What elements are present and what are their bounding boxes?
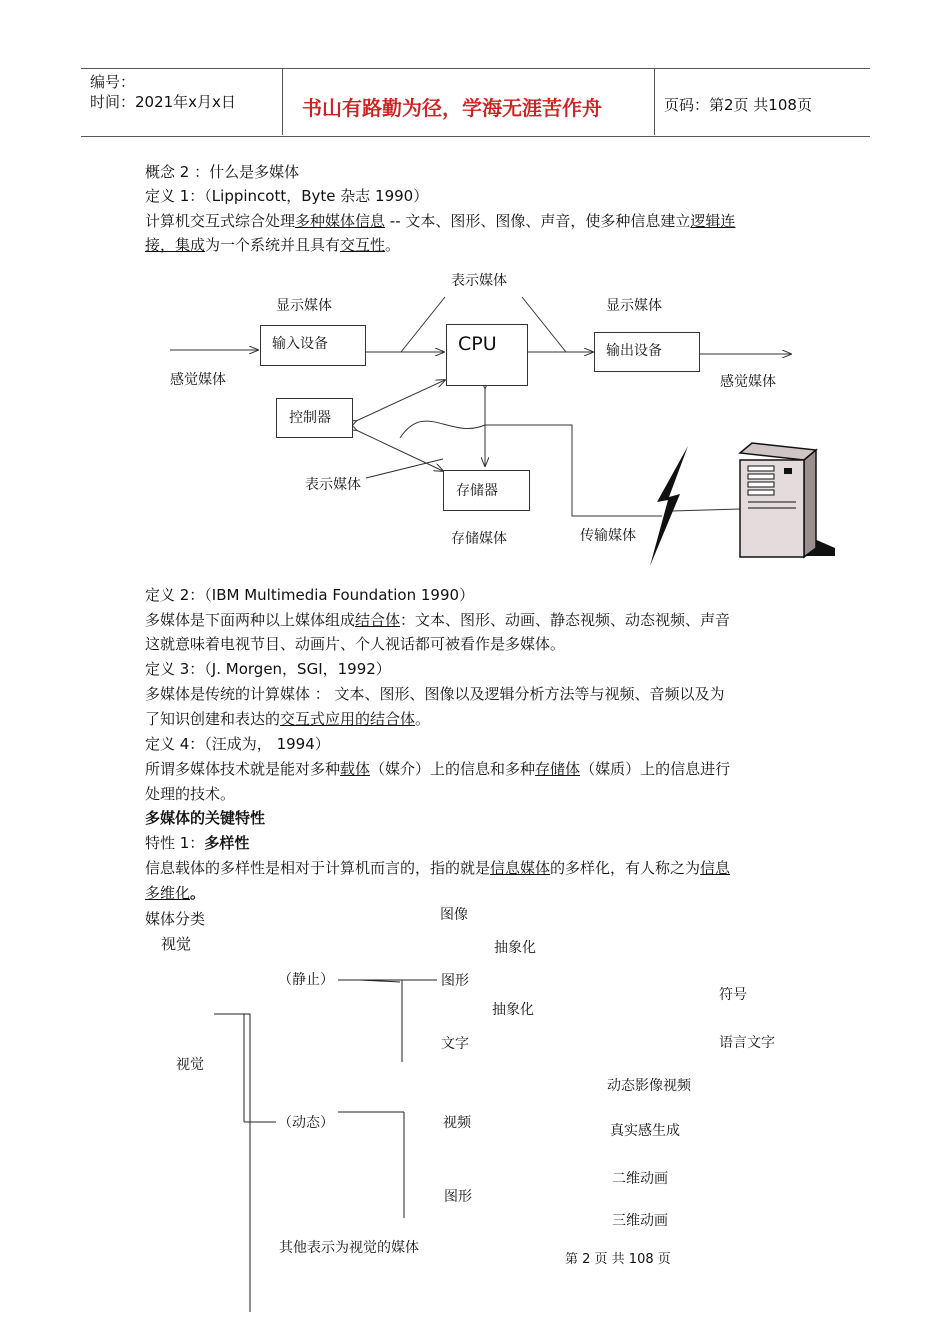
definition-2-source: 定义 2：（IBM Multimedia Foundation 1990） — [145, 586, 475, 604]
underlined-term: 交互式应用的结合体 — [280, 710, 416, 728]
definition-4-line-2: 处理的技术。 — [145, 785, 236, 803]
tree-line — [214, 1014, 250, 1312]
label-graphic-2: 图形 — [444, 1189, 472, 1205]
text-run: 多媒体是下面两种以上媒体组成 — [145, 611, 356, 629]
label-visual-mid: 视觉 — [176, 1057, 204, 1073]
cpu-label: CPU — [458, 333, 497, 355]
text-run: （媒介）上的信息和多种 — [370, 760, 536, 778]
label-other-visual-media: 其他表示为视觉的媒体 — [279, 1240, 419, 1256]
label-text: 文字 — [441, 1036, 469, 1052]
label-abstraction-1: 抽象化 — [494, 940, 536, 956]
label-abstraction-2: 抽象化 — [492, 1002, 534, 1018]
underlined-term: 多种媒体信息 — [295, 212, 386, 230]
text-run: 特性 1： — [145, 834, 205, 852]
text-run: （媒质）上的信息进行 — [580, 760, 731, 778]
text-run: 。 — [190, 884, 206, 902]
label-sense-media-right: 感觉媒体 — [720, 374, 776, 390]
output-device-label: 输出设备 — [606, 343, 662, 359]
label-video: 视频 — [443, 1115, 471, 1131]
label-dynamic-video: 动态影像视频 — [607, 1078, 691, 1094]
label-image: 图像 — [440, 907, 468, 923]
label-3d-animation: 三维动画 — [612, 1213, 668, 1229]
text-run: 信息载体的多样性是相对于计算机而言的，指的就是 — [145, 859, 491, 877]
text-run: 。 — [385, 236, 401, 254]
label-static: （静止） — [278, 972, 334, 988]
definition-1-source: 定义 1：（Lippincott，Byte 杂志 1990） — [145, 187, 429, 205]
label-top-representation-media: 表示媒体 — [451, 273, 507, 289]
input-device-label: 输入设备 — [272, 336, 328, 352]
label-representation-media-bottom: 表示媒体 — [305, 477, 361, 493]
underlined-term: 逻辑连 — [690, 212, 736, 230]
underlined-term: 存储体 — [535, 760, 581, 778]
media-classification-title: 媒体分类 — [145, 910, 206, 928]
label-symbol: 符号 — [719, 987, 747, 1003]
header-time-label: 时间：2021年x月x日 — [90, 93, 236, 111]
definition-4-source: 定义 4：（汪成为， 1994） — [145, 735, 330, 753]
label-graphic-1: 图形 — [441, 973, 469, 989]
label-language-text: 语言文字 — [719, 1035, 775, 1051]
text-run: 多样性 — [204, 834, 250, 852]
label-2d-animation: 二维动画 — [612, 1171, 668, 1187]
controller-label: 控制器 — [289, 410, 331, 426]
storage-label: 存储器 — [456, 483, 498, 499]
definition-2-line-2: 这就意味着电视节目、动画片、个人视话都可被看作是多媒体。 — [145, 635, 566, 653]
text-run: ：文本、图形、动画、静态视频、动态视频、声音 — [400, 611, 731, 629]
underlined-term: 信息媒体 — [490, 859, 551, 877]
underlined-term: 多维化 — [145, 884, 191, 902]
label-realistic-generation: 真实感生成 — [610, 1123, 680, 1139]
label-storage-media: 存储媒体 — [451, 531, 507, 547]
label-display-media-left: 显示媒体 — [276, 298, 332, 314]
underlined-term: 接，集成 — [145, 236, 206, 254]
text-run: 了知识创建和表达的 — [145, 710, 281, 728]
text-run: 所谓多媒体技术就是能对多种 — [145, 760, 341, 778]
header-number-label: 编号： — [90, 73, 136, 91]
underlined-term: 信息 — [700, 859, 731, 877]
underlined-term: 载体 — [340, 760, 371, 778]
label-display-media-right: 显示媒体 — [606, 298, 662, 314]
text-run: 计算机交互式综合处理 — [145, 212, 296, 230]
text-run: 的多样化，有人称之为 — [550, 859, 701, 877]
page-footer: 第 2 页 共 108 页 — [565, 1252, 671, 1267]
definition-3-line-1: 多媒体是传统的计算媒体 ： 文本、图形、图像以及逻辑分析方法等与视频、音频以及为 — [145, 685, 725, 703]
definition-3-source: 定义 3：（J. Morgen，SGI，1992） — [145, 660, 391, 678]
underlined-term: 结合体 — [355, 611, 401, 629]
label-transmission-media: 传输媒体 — [580, 528, 636, 544]
label-sense-media-left: 感觉媒体 — [170, 372, 226, 388]
header-motto: 书山有路勤为径，学海无涯苦作舟 — [302, 96, 602, 120]
label-visual-top: 视觉 — [161, 935, 192, 953]
features-title: 多媒体的关键特性 — [145, 809, 266, 827]
text-run: 为一个系统并且具有 — [205, 236, 341, 254]
text-run: -- 文本、图形、图像、声音，使多种信息建立 — [385, 212, 691, 230]
label-dynamic: （动态） — [278, 1115, 334, 1131]
concept-title: 概念 2 ：什么是多媒体 — [145, 163, 300, 181]
underlined-term: 交互性 — [340, 236, 386, 254]
header-page-info: 页码：第2页 共108页 — [664, 96, 812, 114]
text-run: 。 — [415, 710, 431, 728]
